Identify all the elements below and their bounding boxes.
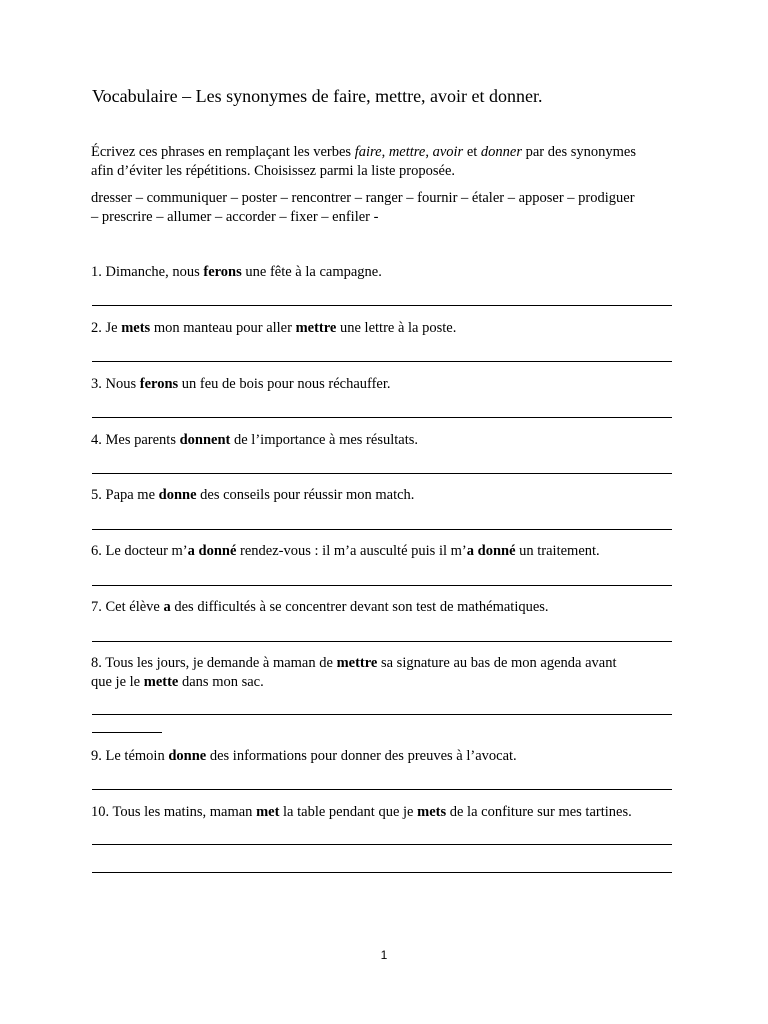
question-text: mon manteau pour aller <box>150 320 296 336</box>
question-text: un traitement. <box>515 543 600 559</box>
answer-line-2[interactable] <box>92 361 672 362</box>
target-verb: donnent <box>179 432 231 448</box>
instructions-line-2: afin d’éviter les répétitions. Choisissez parmi la liste proposée. <box>91 163 456 179</box>
question-text: la table pendant que je <box>279 804 418 820</box>
verb-avoir: avoir <box>432 144 464 160</box>
question-text: 9. Le témoin <box>91 748 169 764</box>
question-text: 10. Tous les matins, maman <box>91 804 257 820</box>
question-5 <box>91 487 414 504</box>
question-text: rendez-vous : il m’a ausculté puis il m’ <box>236 543 467 559</box>
question-text: de l’importance à mes résultats. <box>230 432 419 448</box>
answer-line-10[interactable] <box>92 844 672 845</box>
question-3 <box>91 376 391 393</box>
question-text: des informations pour donner des preuves à l’avocat. <box>206 748 517 764</box>
target-verb: a donné <box>187 543 237 559</box>
separator: , <box>425 144 433 160</box>
page-number: 1 <box>380 948 388 962</box>
answer-line-4[interactable] <box>92 473 672 474</box>
target-verb: ferons <box>203 264 242 280</box>
question-text: des difficultés à se concentrer devant son test de mathématiques. <box>170 599 549 615</box>
target-verb: mets <box>121 320 151 336</box>
answer-line-9[interactable] <box>92 789 672 790</box>
question-7 <box>91 599 549 616</box>
target-verb: mets <box>417 804 447 820</box>
question-4 <box>91 432 418 449</box>
question-1 <box>91 264 382 281</box>
word-list-line-1: dresser – communiquer – poster – rencontrer – ranger – fournir – étaler – apposer – prodiguer <box>91 190 635 206</box>
question-text: 4. Mes parents <box>91 432 180 448</box>
target-verb: donne <box>158 487 197 503</box>
question-text: 7. Cet élève <box>91 599 164 615</box>
instructions-text: Écrivez ces phrases en remplaçant les verbes <box>91 144 355 160</box>
separator: et <box>463 144 481 160</box>
instructions-text: par des synonymes <box>522 144 636 160</box>
target-verb: mettre <box>336 655 378 671</box>
question-10 <box>91 804 632 821</box>
verb-donner: donner <box>480 144 522 160</box>
question-text: sa signature au bas de mon agenda avant <box>377 655 617 671</box>
answer-line-5[interactable] <box>92 529 672 530</box>
question-text: 5. Papa me <box>91 487 159 503</box>
question-text: 8. Tous les jours, je demande à maman de <box>91 655 337 671</box>
target-verb: met <box>256 804 280 820</box>
target-verb: ferons <box>139 376 179 392</box>
verb-faire: faire <box>354 144 382 160</box>
question-text: 3. Nous <box>91 376 140 392</box>
question-text: dans mon sac. <box>178 674 264 690</box>
question-text: 1. Dimanche, nous <box>91 264 204 280</box>
question-9 <box>91 748 517 765</box>
answer-line-1[interactable] <box>92 305 672 306</box>
answer-line-6[interactable] <box>92 585 672 586</box>
target-verb: a <box>163 599 171 615</box>
question-8-line-1 <box>91 655 617 672</box>
verb-mettre: mettre <box>388 144 426 160</box>
target-verb: donne <box>168 748 207 764</box>
target-verb: mette <box>143 674 179 690</box>
target-verb: a donné <box>466 543 516 559</box>
question-8-line-2 <box>91 674 264 691</box>
answer-line-7[interactable] <box>92 641 672 642</box>
separator: , <box>381 144 389 160</box>
instructions-line-1 <box>91 144 636 161</box>
target-verb: mettre <box>295 320 337 336</box>
question-text: que je le <box>91 674 144 690</box>
question-text: des conseils pour réussir mon match. <box>196 487 415 503</box>
question-text: une lettre à la poste. <box>336 320 457 336</box>
question-text: 6. Le docteur m’ <box>91 543 188 559</box>
answer-line-8-continued[interactable] <box>92 732 162 733</box>
answer-line-10-continued[interactable] <box>92 872 672 873</box>
question-text: 2. Je <box>91 320 122 336</box>
word-list-line-2: – prescrire – allumer – accorder – fixer – enfiler - <box>91 209 379 225</box>
answer-line-3[interactable] <box>92 417 672 418</box>
question-2 <box>91 320 456 337</box>
question-6 <box>91 543 600 560</box>
question-text: un feu de bois pour nous réchauffer. <box>178 376 391 392</box>
answer-line-8[interactable] <box>92 714 672 715</box>
question-text: de la confiture sur mes tartines. <box>446 804 632 820</box>
question-text: une fête à la campagne. <box>241 264 382 280</box>
page-title: Vocabulaire – Les synonymes de faire, mettre, avoir et donner. <box>92 86 543 106</box>
